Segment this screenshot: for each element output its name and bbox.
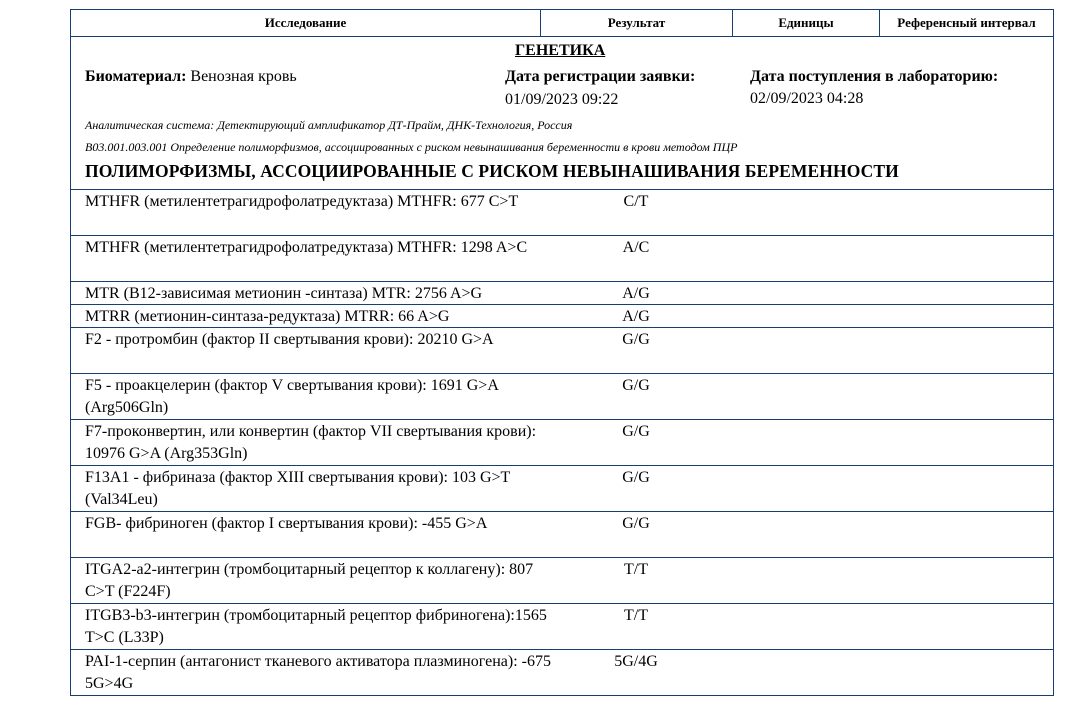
row-result: G/G <box>622 331 650 348</box>
row-name: MTR (B12-зависимая метионин -синтаза) MTR: 2756 A>G <box>85 285 483 302</box>
biomaterial-label: Биоматериал: <box>85 68 187 85</box>
table-row <box>71 420 1053 466</box>
lab-date-value: 02/09/2023 04:28 <box>750 90 864 107</box>
row-result: T/T <box>624 607 648 624</box>
table-row <box>71 466 1053 512</box>
row-result: A/G <box>622 285 650 302</box>
analytical-system: Аналитическая система: Детектирующий амплификатор ДТ-Прайм, ДНК-Технология, Россия <box>85 118 573 132</box>
row-result: G/G <box>622 423 650 440</box>
row-name: F7-проконвертин, или конвертин (фактор VII свертывания крови): 10976 G>A (Arg353Gln) <box>85 423 537 462</box>
biomaterial <box>85 68 297 86</box>
registration-date-value: 01/09/2023 09:22 <box>505 91 619 108</box>
header-result: Результат <box>540 10 732 36</box>
test-code: B03.001.003.001 Определение полиморфизмов, ассоциированных с риском невынашивания беременности в крови методом ПЦР <box>85 140 738 154</box>
row-name: PAI-1-серпин (антагонист тканевого активатора плазминогена): -675 5G>4G <box>85 653 551 692</box>
row-name: MTRR (метионин-синтаза-редуктаза) MTRR: 66 A>G <box>85 308 450 325</box>
section-title: ГЕНЕТИКА <box>515 42 606 59</box>
table-row <box>71 328 1053 374</box>
row-result: 5G/4G <box>614 653 658 670</box>
table-row <box>71 190 1053 236</box>
row-name: ITGB3-b3-интегрин (тромбоцитарный рецептор фибриногена):1565 T>C (L33P) <box>85 607 547 646</box>
header-reference: Референсный интервал <box>879 10 1053 36</box>
row-result: G/G <box>622 515 650 532</box>
row-result: G/G <box>622 469 650 486</box>
header-units: Единицы <box>732 10 879 36</box>
row-name: FGB- фибриноген (фактор I свертывания крови): -455 G>A <box>85 515 488 532</box>
row-name: F13A1 - фибриназа (фактор XIII свертывания крови): 103 G>T (Val34Leu) <box>85 469 511 508</box>
table-row <box>71 604 1053 650</box>
row-result: G/G <box>622 377 650 394</box>
panel-title: ПОЛИМОРФИЗМЫ, АССОЦИИРОВАННЫЕ С РИСКОМ НЕВЫНАШИВАНИЯ БЕРЕМЕННОСТИ <box>85 161 899 181</box>
lab-report-sheet <box>70 9 1054 696</box>
table-row <box>71 236 1053 282</box>
row-name: F5 - проакцелерин (фактор V свертывания крови): 1691 G>A (Arg506Gln) <box>85 377 498 416</box>
row-result: A/G <box>622 308 650 325</box>
row-name: F2 - протромбин (фактор II свертывания крови): 20210 G>A <box>85 331 494 348</box>
section-intro <box>71 37 1053 190</box>
row-result: C/T <box>623 193 649 210</box>
table-row <box>71 650 1053 696</box>
row-name: MTHFR (метилентетрагидрофолатредуктаза) MTHFR: 677 C>T <box>85 193 519 210</box>
header-study: Исследование <box>264 15 347 30</box>
table-row <box>71 512 1053 558</box>
table-row <box>71 558 1053 604</box>
row-name: ITGA2-a2-интегрин (тромбоцитарный рецептор к коллагену): 807 C>T (F224F) <box>85 561 534 600</box>
biomaterial-value: Венозная кровь <box>190 68 297 85</box>
row-name: MTHFR (метилентетрагидрофолатредуктаза) MTHFR: 1298 A>C <box>85 239 528 256</box>
row-result: A/C <box>622 239 650 256</box>
registration-date-label: Дата регистрации заявки: <box>505 68 696 85</box>
table-header <box>71 10 1053 37</box>
table-row <box>71 305 1053 328</box>
lab-date-label: Дата поступления в лабораторию: <box>750 68 999 85</box>
table-row <box>71 374 1053 420</box>
row-result: T/T <box>624 561 648 578</box>
table-row <box>71 282 1053 305</box>
